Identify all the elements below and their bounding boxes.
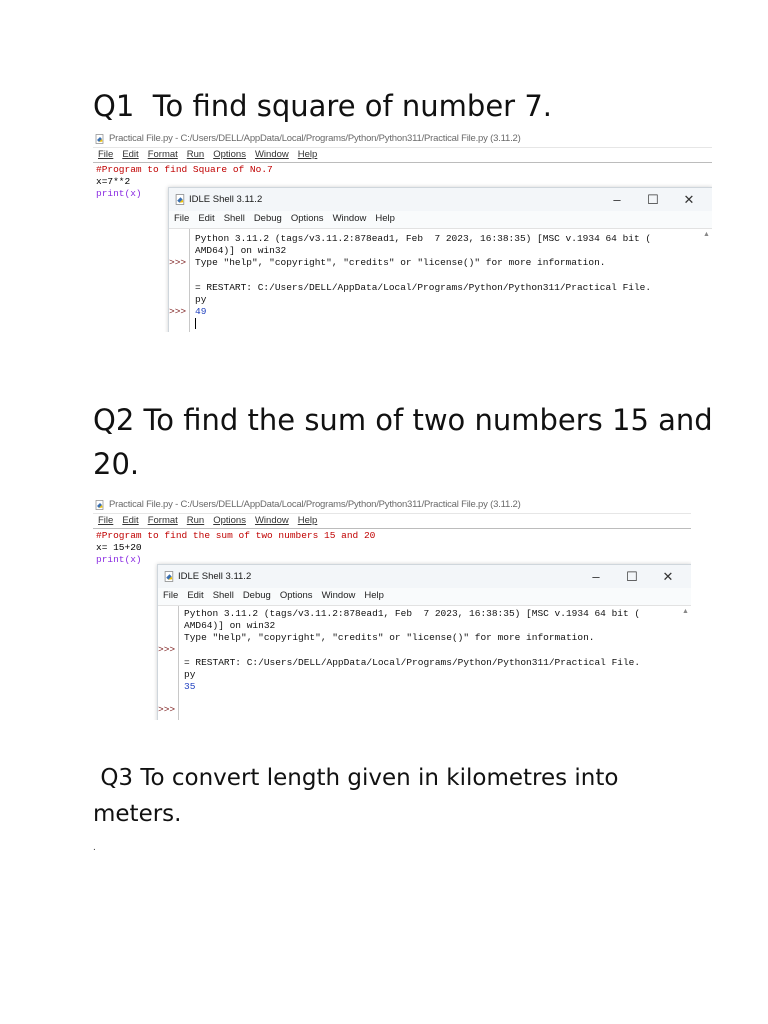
question-2-heading: Q2 To find the sum of two numbers 15 and 20. (93, 403, 713, 481)
code-line-print: print(x) (96, 554, 142, 565)
editor-title-bar (93, 497, 691, 514)
code-line-comment: #Program to find Square of No.7 (96, 164, 273, 175)
editor-title: Practical File.py - C:/Users/DELL/AppData/Local/Programs/Python/Python311/Practical File.py (3.11.2) (109, 133, 521, 144)
editor-menu-file[interactable]: File (98, 515, 114, 526)
editor-menu-format[interactable]: Format (147, 149, 178, 160)
shell-title: IDLE Shell 3.11.2 (178, 571, 252, 582)
editor-code-area[interactable] (96, 530, 691, 566)
editor-menu-edit[interactable]: Edit (122, 515, 139, 526)
question-1-screenshot (93, 131, 712, 332)
shell-prompt: >>> (169, 306, 187, 317)
shell-line: Type "help", "copyright", "credits" or "license()" for more information. (184, 632, 595, 644)
minimize-icon[interactable]: – (592, 569, 600, 584)
idle-icon (175, 194, 186, 205)
editor-menu-options[interactable]: Options (213, 515, 246, 526)
maximize-icon[interactable]: ☐ (647, 192, 659, 207)
code-line-print: print(x) (96, 188, 142, 199)
python-file-icon (95, 134, 105, 144)
shell-line: py (184, 668, 196, 680)
editor-title-bar (93, 131, 712, 148)
shell-output-area[interactable] (169, 228, 712, 332)
editor-menu-bar (93, 148, 712, 163)
question-1-heading: Q1 To find square of number 7. (93, 89, 552, 123)
shell-menu-bar (169, 211, 712, 227)
shell-output-value: 49 (195, 306, 207, 318)
shell-line: Python 3.11.2 (tags/v3.11.2:878ead1, Feb 7 2023, 16:38:35) [MSC v.1934 64 bit ( (195, 233, 652, 244)
shell-menu-shell[interactable]: Shell (223, 213, 245, 224)
shell-menu-window[interactable]: Window (321, 590, 356, 601)
editor-menu-help[interactable]: Help (297, 149, 318, 160)
shell-title: IDLE Shell 3.11.2 (189, 194, 263, 205)
shell-prompt: >>> (158, 704, 176, 715)
editor-menu-edit[interactable]: Edit (122, 149, 139, 160)
shell-text (184, 608, 678, 693)
shell-line: = RESTART: C:/Users/DELL/AppData/Local/Programs/Python/Python311/Practical File. (184, 656, 641, 668)
editor-menu-help[interactable]: Help (297, 515, 318, 526)
editor-menu-run[interactable]: Run (186, 149, 205, 160)
close-icon[interactable]: ✕ (683, 192, 695, 207)
code-line-assignment: x=7**2 (96, 176, 131, 187)
shell-menu-window[interactable]: Window (332, 213, 367, 224)
shell-menu-debug[interactable]: Debug (242, 590, 271, 601)
code-line-assignment: x= 15+20 (96, 542, 142, 553)
shell-line (184, 645, 678, 657)
editor-menu-bar (93, 514, 691, 529)
shell-menu-options[interactable]: Options (290, 213, 324, 224)
editor-menu-window[interactable]: Window (254, 149, 289, 160)
shell-title-bar[interactable] (158, 565, 691, 588)
close-icon[interactable]: ✕ (662, 569, 674, 584)
shell-line: Type "help", "copyright", "credits" or "license()" for more information. (195, 257, 606, 269)
idle-icon (164, 571, 175, 582)
shell-menu-edit[interactable]: Edit (187, 590, 204, 601)
shell-output-value: 35 (184, 681, 196, 693)
shell-menu-options[interactable]: Options (279, 590, 313, 601)
shell-line (195, 270, 699, 282)
shell-line: AMD64)] on win32 (195, 245, 287, 257)
shell-output-area[interactable] (158, 605, 691, 720)
editor-menu-window[interactable]: Window (254, 515, 289, 526)
shell-prompt: >>> (158, 644, 176, 655)
shell-menu-help[interactable]: Help (364, 590, 384, 601)
shell-menu-debug[interactable]: Debug (253, 213, 282, 224)
scroll-up-arrow-icon[interactable]: ▲ (703, 231, 710, 238)
minimize-icon[interactable]: – (613, 192, 621, 207)
shell-line: AMD64)] on win32 (184, 620, 276, 632)
scroll-up-arrow-icon[interactable]: ▲ (682, 608, 689, 615)
editor-menu-options[interactable]: Options (213, 149, 246, 160)
editor-menu-file[interactable]: File (98, 149, 114, 160)
shell-menu-bar (158, 588, 691, 604)
shell-line: py (195, 293, 207, 305)
text-cursor (195, 318, 196, 329)
question-3-heading: Q3 To convert length given in kilometres into meters. (93, 765, 626, 827)
shell-menu-help[interactable]: Help (375, 213, 395, 224)
shell-text (195, 233, 699, 331)
shell-title-bar[interactable] (169, 188, 712, 211)
editor-title: Practical File.py - C:/Users/DELL/AppData/Local/Programs/Python/Python311/Practical File.py (3.11.2) (109, 499, 521, 510)
shell-prompt-gutter (158, 606, 179, 720)
shell-prompt: >>> (169, 257, 187, 268)
shell-menu-edit[interactable]: Edit (198, 213, 215, 224)
editor-menu-format[interactable]: Format (147, 515, 178, 526)
maximize-icon[interactable]: ☐ (626, 569, 638, 584)
shell-menu-shell[interactable]: Shell (212, 590, 234, 601)
code-line-comment: #Program to find the sum of two numbers 15 and 20 (96, 530, 376, 541)
shell-scrollbar[interactable] (680, 606, 691, 720)
python-file-icon (95, 500, 105, 510)
question-2-screenshot (93, 497, 691, 720)
idle-shell-window[interactable] (157, 564, 691, 720)
trailing-mark: . (93, 842, 96, 853)
shell-prompt-gutter (169, 229, 190, 332)
shell-line: = RESTART: C:/Users/DELL/AppData/Local/Programs/Python/Python311/Practical File. (195, 281, 652, 293)
shell-line: Python 3.11.2 (tags/v3.11.2:878ead1, Feb 7 2023, 16:38:35) [MSC v.1934 64 bit ( (184, 608, 641, 619)
editor-menu-run[interactable]: Run (186, 515, 205, 526)
shell-scrollbar[interactable] (701, 229, 712, 332)
shell-menu-file[interactable]: File (174, 213, 190, 224)
idle-shell-window[interactable] (168, 187, 712, 332)
shell-menu-file[interactable]: File (163, 590, 179, 601)
